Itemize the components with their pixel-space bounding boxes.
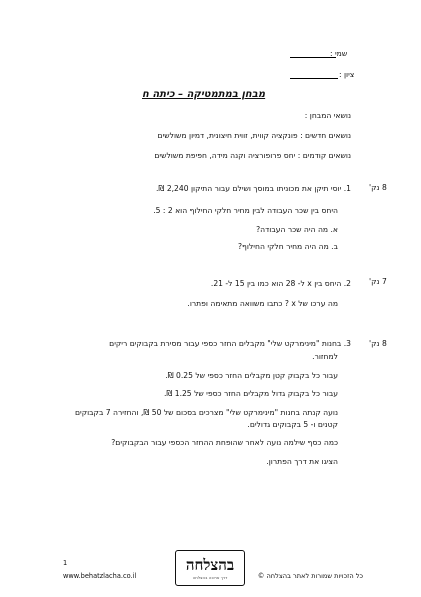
question-1-part-a: א. מה היה שכר העבודה? [256, 225, 338, 234]
page-title: מבחן במתמטיקה – כיתה ח [142, 89, 266, 100]
grade-label: ציון : [339, 70, 355, 79]
grade-blank-line [290, 78, 338, 79]
question-2-points: 7 נק' [369, 277, 387, 286]
question-3-points: 8 נק' [369, 339, 387, 348]
question-1-part-b: ב. מה היה מחיר חלקי החילוף? [238, 242, 338, 251]
name-label: שמי : [330, 49, 348, 58]
question-3-instruction: הציגו את דרך הפתרון. [266, 457, 338, 466]
logo-wordmark: בהצלחה [185, 556, 235, 574]
name-blank-line [290, 57, 336, 58]
question-2-instruction: מה ערכו של x ? כתבו משוואה מתאימה ופתרו. [187, 299, 338, 308]
question-3-text-cont: למחזור. [312, 352, 338, 361]
page-number: 1 [63, 559, 68, 567]
question-3-question: כמה כסף שילמה נועה לאחר שהופחת ההחזר הכספי עבור הבקבוקים? [111, 438, 338, 447]
topics-heading: נושאי המבחן : [304, 111, 351, 120]
logo-tagline: דרך ארוכה בהצלחה [192, 575, 228, 580]
brand-logo [175, 550, 245, 586]
new-topics-line: נושאים חדשים : פונקציה קווית, זווית חיצונית, דמיון משולשים [157, 131, 351, 140]
question-3-text: 3. בחנות "מינימרקט שלי" מקבלים החזר כספי עבור מסירת בקבוקים ריקים [109, 339, 351, 348]
question-2-text: 2. היחס בין x ל- 28 הוא כמו בין 15 ל- 21. [210, 279, 351, 288]
question-1-text: 1. יוסי תיקן את מכוניתו במוסך ושילם עבור התיקון 2,240 ₪. [156, 184, 351, 193]
website-url[interactable]: www.behatzlacha.co.il [63, 572, 137, 580]
question-3-large-bottle: עבור כל בקבוק גדול מקבלים החזר כספי של 1.25 ₪. [163, 389, 338, 398]
question-3-small-bottle: עבור כל בקבוק קטן מקבלים החזר כספי של 0.25 ₪. [165, 371, 338, 380]
question-3-purchase: נועה קנתה בחנות "מינימרקט שלי" מצרכים בסכום של 50 ₪, והחזירה 7 בקבוקים [74, 408, 338, 417]
question-1-points: 8 נק' [369, 183, 387, 192]
question-3-purchase-cont: קטנים ו- 5 בקבוקים גדולים. [247, 420, 338, 429]
question-1-ratio-line: היחס בין שכר העבודה לבין מחיר חלקי החילוף הוא 2 : 5. [153, 206, 338, 215]
previous-topics-line: נושאים קודמים : יחס פרופורציה וקנה מידה, חפיפת משולשים [154, 151, 351, 160]
copyright-notice: כל הזכויות שמורות לאתר בהצלחה © [257, 572, 363, 580]
